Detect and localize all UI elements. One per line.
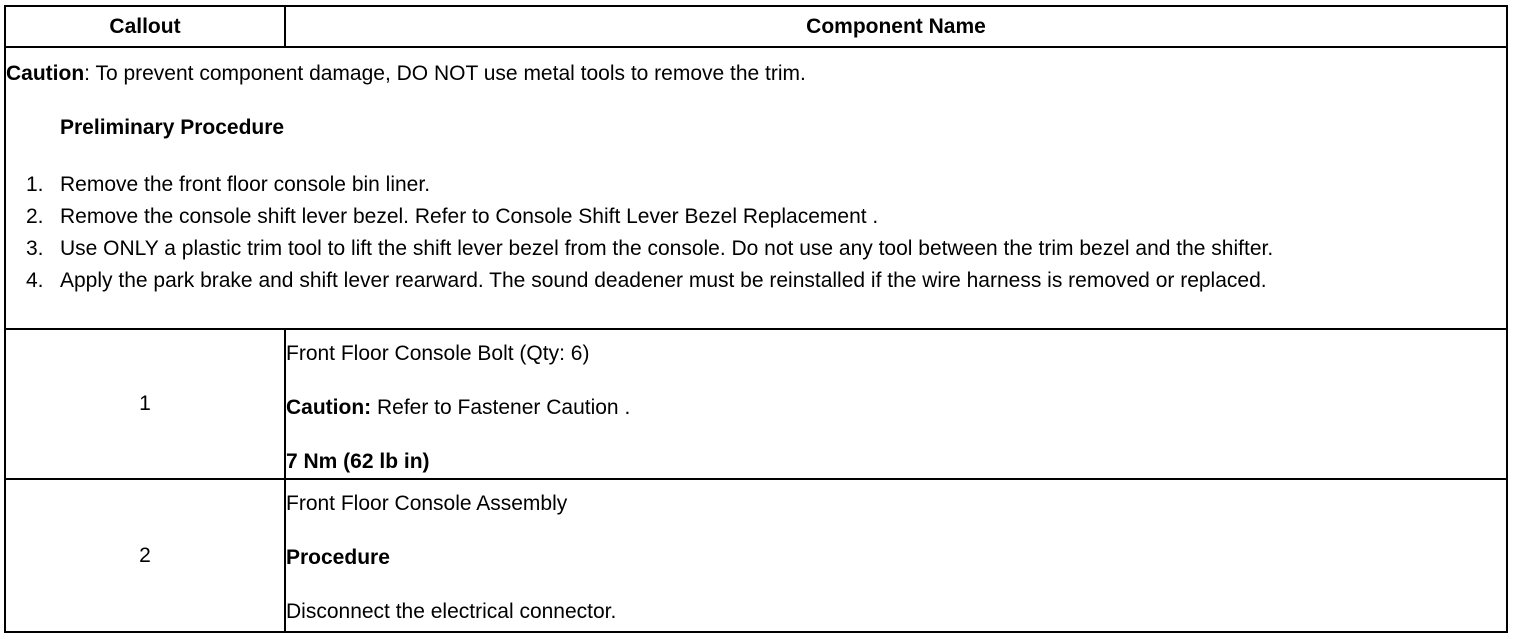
- step-number: 4.: [26, 269, 44, 293]
- step-item: [6, 203, 1506, 230]
- component-cell: [285, 479, 1507, 632]
- component-table: [4, 5, 1508, 633]
- component-caution-label: Caution:: [286, 395, 372, 419]
- caution-cell: [5, 47, 1507, 328]
- caution-row: [5, 47, 1507, 328]
- header-row: [5, 6, 1507, 47]
- step-number: 1.: [26, 173, 44, 197]
- step-number: 3.: [26, 237, 44, 261]
- component-caution: [286, 396, 1506, 420]
- step-text: Use ONLY a plastic trim tool to lift the shift lever bezel from the console. Do not use any tool between the trim bezel and the shifter.: [60, 237, 1274, 261]
- callout-cell: 1: [5, 329, 285, 480]
- step-text: Remove the front floor console bin liner.: [60, 173, 431, 197]
- component-caution-text: Refer to Fastener Caution .: [371, 395, 631, 419]
- preliminary-procedure-title: Preliminary Procedure: [60, 116, 285, 140]
- torque-spec: 7 Nm (62 lb in): [286, 449, 430, 473]
- caution-label: Caution: [6, 62, 85, 86]
- step-number: 2.: [26, 205, 44, 229]
- table-row: [5, 329, 1507, 480]
- component-name: Front Floor Console Bolt (Qty: 6): [286, 341, 590, 365]
- callout-cell: 2: [5, 479, 285, 632]
- caution-text: : To prevent component damage, DO NOT use metal tools to remove the trim.: [84, 62, 806, 86]
- step-item: [6, 235, 1506, 262]
- procedure-label: Procedure: [286, 546, 390, 570]
- component-name: Front Floor Console Assembly: [286, 492, 568, 516]
- step-text: Apply the park brake and shift lever rearward. The sound deadener must be reinstalled if the wire harness is removed or replaced.: [60, 269, 1267, 293]
- table-row: [5, 479, 1507, 632]
- step-item: [6, 267, 1506, 294]
- step-item: [6, 171, 1506, 198]
- procedure-text: Disconnect the electrical connector.: [286, 600, 617, 624]
- component-cell: [285, 329, 1507, 480]
- step-text: Remove the console shift lever bezel. Refer to Console Shift Lever Bezel Replacement .: [60, 205, 879, 229]
- callout-header: Callout: [5, 6, 285, 47]
- preliminary-steps: [6, 171, 1506, 294]
- caution-line: [6, 62, 1506, 86]
- component-name-header: Component Name: [285, 6, 1507, 47]
